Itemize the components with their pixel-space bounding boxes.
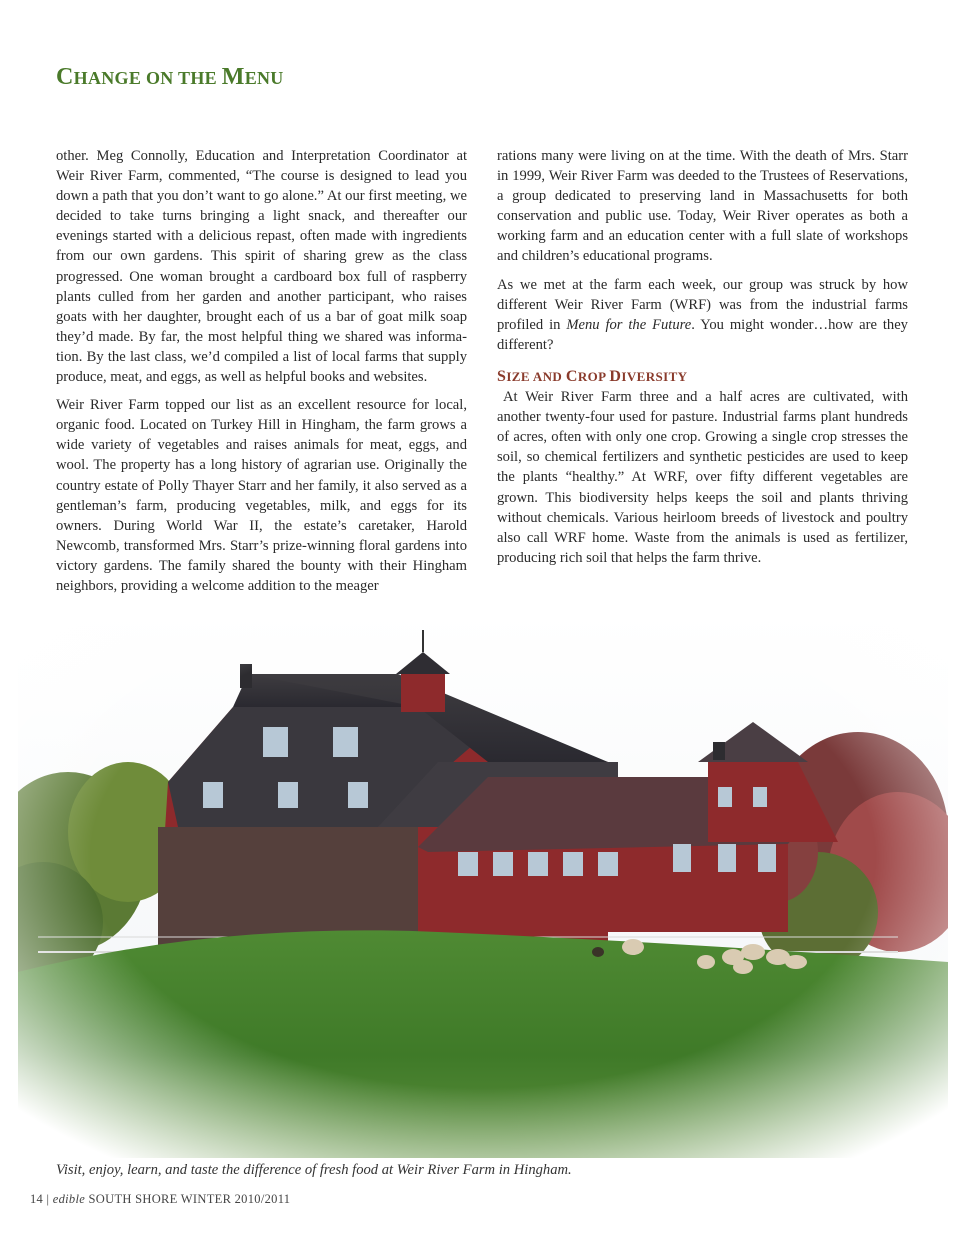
section-title: CHANGE ON THE MENU — [56, 64, 284, 90]
body-paragraph: other. Meg Connolly, Education and Interpretation Coordinator at Weir River Farm, commented, “The course is designed to lead you down a path that you don’t want to go alone.” At our first meeting, we decided to take turns bringing a light snack, and thereafter our evenings started with a delicious repast, often made with ingredients from our own gardens. This spirit of sharing grew as the class progressed. One woman brought a cardboard box full of raspberry plants culled from her garden and another participant, who raises goats with her daughter, brought each of us a bar of goat milk soap they’d made. By far, the most helpful thing we shared was information. By the last class, we’d compiled a list of local farms that supply produce, meat, and eggs, as well as helpful books and websites. — [56, 148, 467, 386]
body-paragraph: At Weir River Farm three and a half acres are cultivated, with another twenty-four used for pasture. Industrial farms plant hundreds of acres, often with only one crop. Growing a single crop stresses the soil, so chemical fertilizers and synthetic pesticides are used to keep the plants “healthy.” At WRF, over fifty different vegetables are grown. This biodiversity helps keeps the soil and plants thriving without chemicals. Various heirloom breeds of livestock and poultry also call WRF home. Waste from the animals is used as fertilizer, producing rich soil that helps the farm thrive. — [497, 389, 908, 566]
left-column — [56, 146, 467, 604]
right-column — [497, 146, 908, 576]
body-paragraph: Weir River Farm topped our list as an excellent resource for local, organic food. Located on Turkey Hill in Hingham, the farm grows a wide variety of vegetables and raises animals for meat, eggs, and wool. The property has a long history of agrarian use. Originally the country estate of Polly Thayer Starr and her family, it also served as a gentleman’s farm, producing vegetables, milk, and eggs for its owners. During World War II, the estate’s caretaker, Harold Newcomb, transformed Mrs. Starr’s prize-winning floral gardens into victory gardens. The family shared the bounty with their Hingham neighbors, providing a welcome addition to the meager — [56, 397, 467, 594]
body-paragraph: As we met at the farm each week, our group was struck by how different Weir River Farm (WRF) was from the industrial farms profiled in Menu for the Future. You might wonder…how are they different? — [497, 276, 908, 353]
page-number: 14 — [30, 1192, 44, 1206]
subheading: SIZE AND CROP DIVERSITY — [497, 367, 688, 385]
book-title: Menu for the Future — [566, 316, 692, 333]
page-footer: 14 | edible SOUTH SHORE WINTER 2010/2011 — [30, 1192, 291, 1206]
farm-photo — [18, 612, 948, 1158]
body-paragraph: rations many were living on at the time. With the death of Mrs. Starr in 1999, Weir River Farm was deeded to the Trustees of Reservations, a group dedicated to preserving land in Massachusetts for both conservation and public use. Today, Weir River operates as both a working farm and an education center with a full slate of workshops and children’s educational programs. — [497, 148, 908, 265]
photo-caption: Visit, enjoy, learn, and taste the difference of fresh food at Weir River Farm in Hingham. — [56, 1162, 572, 1178]
